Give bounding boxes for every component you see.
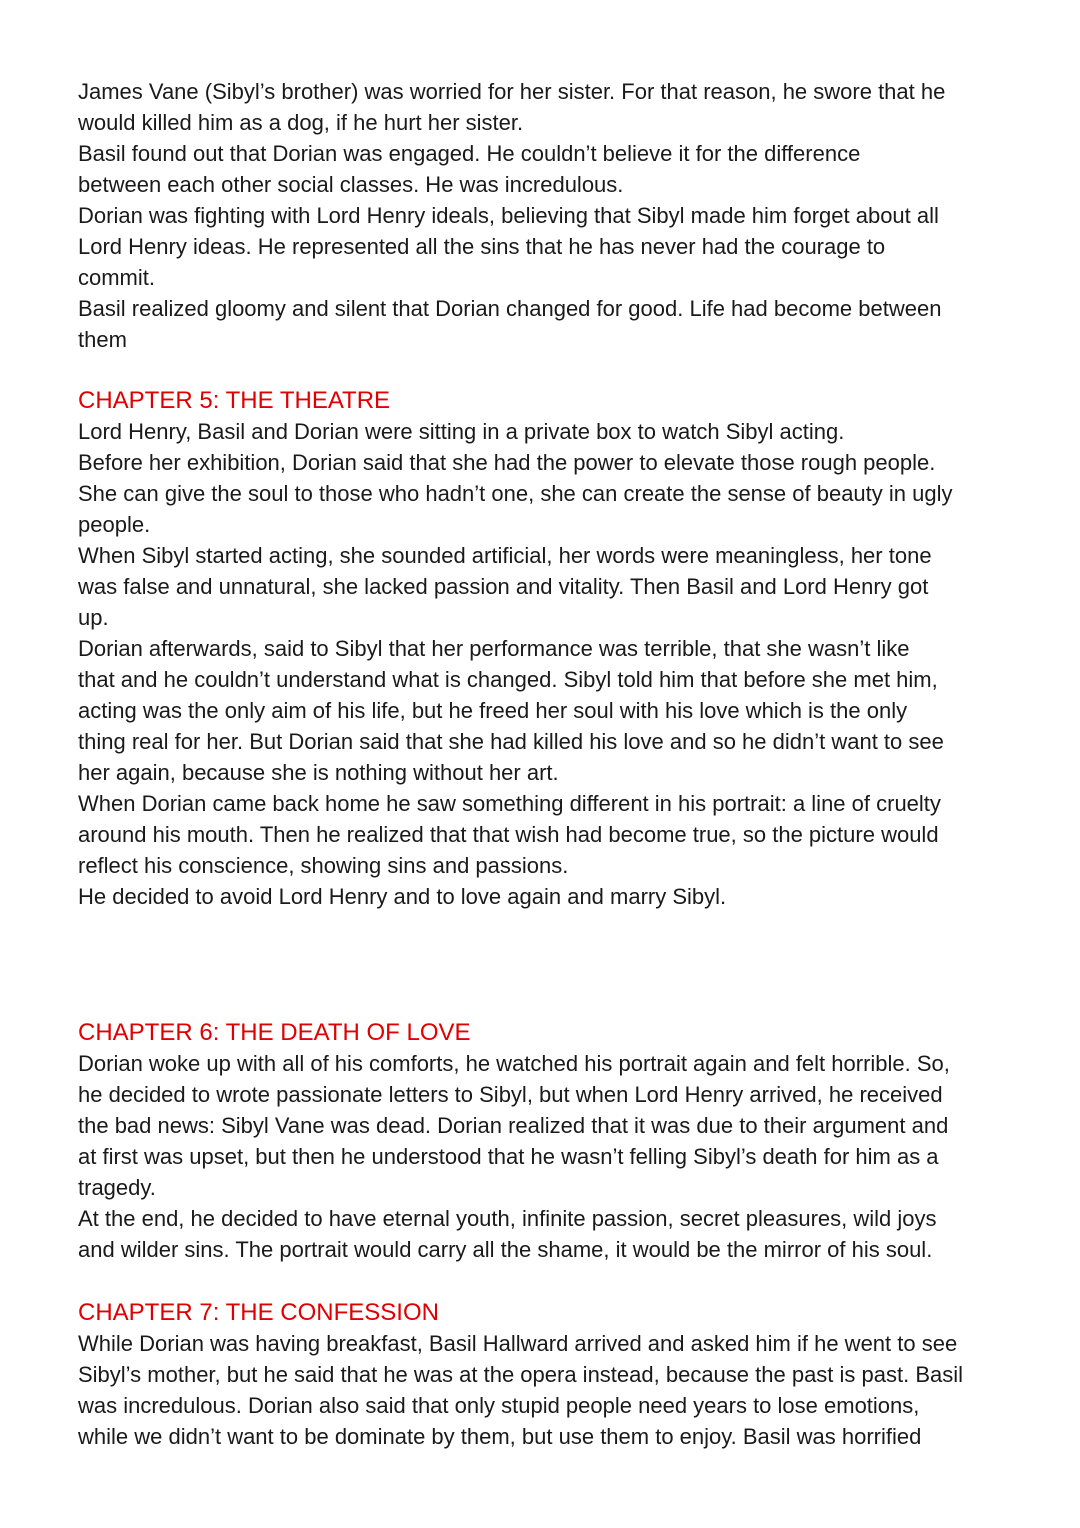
intro-section (78, 76, 945, 355)
paragraph-line: while we didn’t want to be dominate by them, but use them to enjoy. Basil was horrified (78, 1424, 922, 1449)
paragraph-line: thing real for her. But Dorian said that she had killed his love and so he didn’t want to see (78, 729, 944, 754)
paragraph-line: While Dorian was having breakfast, Basil Hallward arrived and asked him if he went to see (78, 1331, 958, 1356)
paragraph-line: and wilder sins. The portrait would carry all the shame, it would be the mirror of his soul. (78, 1237, 933, 1262)
paragraph-line: At the end, he decided to have eternal youth, infinite passion, secret pleasures, wild joys (78, 1206, 937, 1231)
paragraph-line: Before her exhibition, Dorian said that she had the power to elevate those rough people. (78, 450, 936, 475)
paragraph-line: the bad news: Sibyl Vane was dead. Dorian realized that it was due to their argument and (78, 1113, 949, 1138)
paragraph-line: around his mouth. Then he realized that that wish had become true, so the picture would (78, 822, 939, 847)
paragraph-line: reflect his conscience, showing sins and passions. (78, 853, 569, 878)
paragraph-line: Basil realized gloomy and silent that Dorian changed for good. Life had become between (78, 296, 942, 321)
paragraph-line: was false and unnatural, she lacked passion and vitality. Then Basil and Lord Henry got (78, 574, 929, 599)
paragraph-line: James Vane (Sibyl’s brother) was worried for her sister. For that reason, he swore that he (78, 79, 946, 104)
paragraph-line: She can give the soul to those who hadn’t one, she can create the sense of beauty in ugly (78, 481, 953, 506)
chapter-5-section (78, 385, 952, 912)
paragraph-line: He decided to avoid Lord Henry and to love again and marry Sibyl. (78, 884, 727, 909)
paragraph-line: up. (78, 605, 109, 630)
paragraph-line: Lord Henry, Basil and Dorian were sitting in a private box to watch Sibyl acting. (78, 419, 845, 444)
paragraph-line: Sibyl’s mother, but he said that he was at the opera instead, because the past is past. Basil (78, 1362, 964, 1387)
paragraph-line: tragedy. (78, 1175, 156, 1200)
paragraph-line: Dorian afterwards, said to Sibyl that her performance was terrible, that she wasn’t like (78, 636, 910, 661)
paragraph-line: commit. (78, 265, 155, 290)
paragraph-line: Dorian was fighting with Lord Henry ideals, believing that Sibyl made him forget about all (78, 203, 939, 228)
paragraph-line: When Sibyl started acting, she sounded artificial, her words were meaningless, her tone (78, 543, 932, 568)
paragraph-line: would killed him as a dog, if he hurt her sister. (78, 110, 524, 135)
paragraph-line: he decided to wrote passionate letters to Sibyl, but when Lord Henry arrived, he received (78, 1082, 943, 1107)
paragraph-line: people. (78, 512, 151, 537)
chapter-7-heading: CHAPTER 7: THE CONFESSION (78, 1299, 439, 1326)
paragraph-line: Dorian woke up with all of his comforts, he watched his portrait again and felt horrible. So, (78, 1051, 950, 1076)
paragraph-line: When Dorian came back home he saw something different in his portrait: a line of cruelty (78, 791, 941, 816)
paragraph-line: her again, because she is nothing without her art. (78, 760, 559, 785)
chapter-6-heading: CHAPTER 6: THE DEATH OF LOVE (78, 1019, 471, 1046)
chapter-5-heading: CHAPTER 5: THE THEATRE (78, 387, 391, 414)
chapter-7-section (78, 1297, 963, 1452)
paragraph-line: between each other social classes. He was incredulous. (78, 172, 624, 197)
paragraph-line: acting was the only aim of his life, but he freed her soul with his love which is the only (78, 698, 908, 723)
chapter-6-section (78, 1017, 950, 1265)
paragraph-line: Basil found out that Dorian was engaged. He couldn’t believe it for the difference (78, 141, 861, 166)
paragraph-line: Lord Henry ideas. He represented all the sins that he has never had the courage to (78, 234, 886, 259)
paragraph-line: at first was upset, but then he understood that he wasn’t felling Sibyl’s death for him as a (78, 1144, 939, 1169)
paragraph-line: that and he couldn’t understand what is changed. Sibyl told him that before she met him, (78, 667, 938, 692)
paragraph-line: them (78, 327, 127, 352)
paragraph-line: was incredulous. Dorian also said that only stupid people need years to lose emotions, (78, 1393, 920, 1418)
